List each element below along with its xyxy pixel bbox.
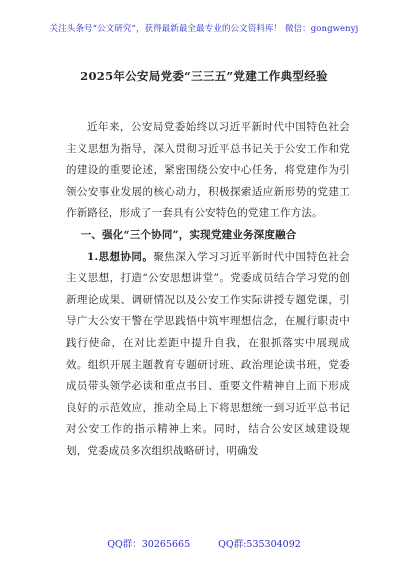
section-heading: 一、强化“三个协同”，实现党建业务深度融合 bbox=[80, 228, 297, 241]
subsection-paragraph bbox=[66, 247, 350, 463]
subsection-heading: 1.思想协同。 bbox=[87, 250, 154, 263]
footer bbox=[0, 536, 408, 550]
footer-qq-group-2: QQ群:535304092 bbox=[218, 539, 301, 550]
intro-paragraph: 近年来，公安局党委始终以习近平新时代中国特色社会主义思想为指导，深入贯彻习近平总书记关于公安工作和党的建设的重要论述，紧密围绕公安中心任务，将党建作为引领公安事业发展的核心动力，积极探索适应新形势的党建工作新路径，形成了一套具有公安特色的党建工作方法。 bbox=[66, 121, 350, 220]
footer-qq-group-1: QQ群：30265665 bbox=[107, 539, 191, 550]
document-title: 2025年公安局党委“三三五”党建工作典型经验 bbox=[80, 69, 328, 83]
subsection-text: 聚焦深入学习习近平新时代中国特色社会主义思想，打造“公安思想讲堂”。党委成员结合学习党的创新理论成果、调研情况以及公安工作实际讲授专题党课，引导广大公安干警在学思践悟中筑牢理想信念，在履行职责中践行使命，在对比差距中提升自我，在狠抓落实中展现成效。组织开展主题教育专题研讨班、政治理论读书班，党委成员带头领学必读和重点书目、重要文件精神自上而下形成良好的示范效应，推动全局上下将思想统一到习近平总书记对公安工作的指示精神上来。同时，结合公安区域建设规划，党委成员多次组织战略研讨，明确发 bbox=[66, 250, 350, 457]
header-banner: 关注头条号“公文研究”，获得最新最全最专业的公文资料库！ 微信：gongwenyj bbox=[49, 24, 359, 34]
document-body bbox=[66, 117, 350, 463]
